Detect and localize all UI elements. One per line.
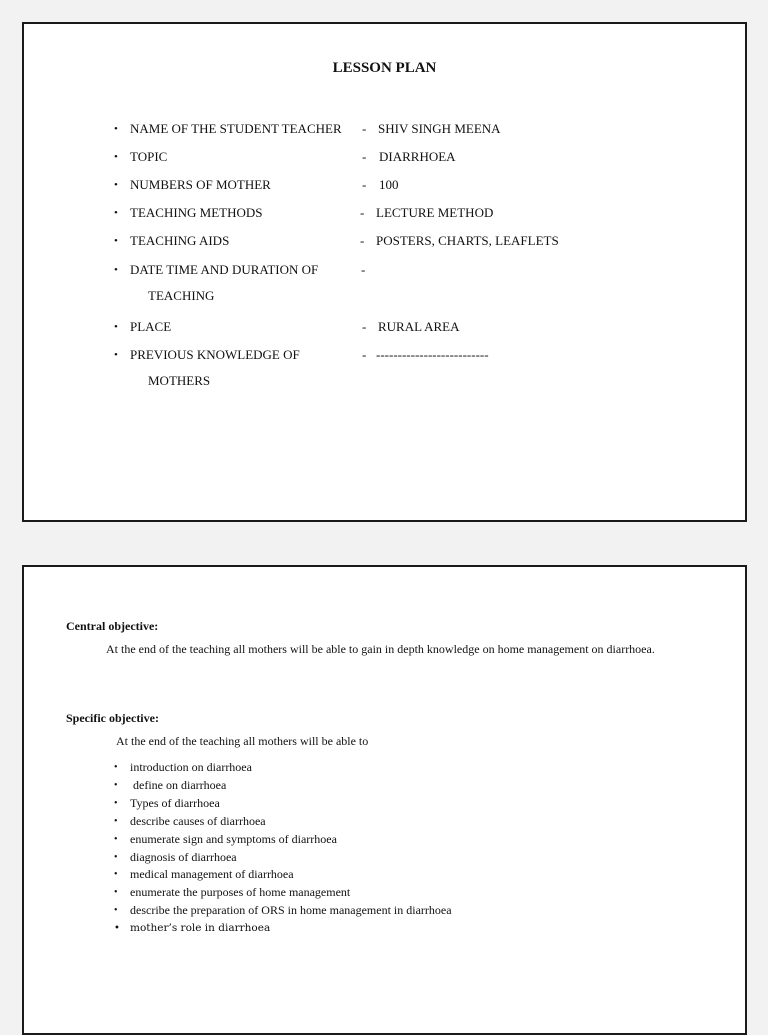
bullet: •: [114, 905, 118, 917]
list-item: [110, 884, 452, 902]
specific-objective-heading: Specific objective:: [66, 711, 159, 725]
info-label: PREVIOUS KNOWLEDGE OF: [130, 347, 300, 362]
specific-objectives-list: [110, 759, 452, 938]
bullet: •: [114, 833, 118, 845]
info-label: DATE TIME AND DURATION OF: [130, 262, 319, 277]
list-item: [110, 920, 452, 938]
info-label-continued: MOTHERS: [148, 373, 211, 388]
info-label: NAME OF THE STUDENT TEACHER: [130, 121, 342, 136]
list-item: [110, 866, 452, 884]
list-item: [110, 759, 452, 777]
bullet: •: [114, 123, 118, 135]
list-item: [110, 777, 452, 795]
central-objective-heading: Central objective:: [66, 619, 159, 633]
list-item: [110, 831, 452, 849]
bullet: •: [114, 762, 118, 773]
info-label: PLACE: [130, 319, 172, 334]
bullet: •: [114, 869, 118, 881]
info-value: LECTURE METHOD: [376, 205, 494, 220]
bullet: •: [114, 321, 118, 333]
bullet: •: [114, 179, 118, 191]
objective-text: enumerate sign and symptoms of diarrhoea: [130, 831, 337, 846]
objective-text: mother’s role in diarrhoea: [130, 922, 271, 935]
specific-objective-intro: At the end of the teaching all mothers will be able to: [116, 734, 369, 748]
list-item: [110, 902, 452, 920]
info-value: RURAL AREA: [378, 319, 460, 334]
list-item: [110, 849, 452, 867]
objective-text: define on diarrhoea: [130, 777, 227, 792]
lesson-plan-page: [22, 22, 747, 522]
info-separator: -: [362, 149, 367, 164]
info-value: SHIV SINGH MEENA: [378, 121, 501, 136]
objective-text: diagnosis of diarrhoea: [130, 849, 237, 864]
bullet: •: [114, 151, 118, 163]
info-value: --------------------------: [376, 347, 489, 362]
bullet: •: [114, 207, 118, 219]
bullet: •: [114, 349, 118, 361]
info-separator: -: [360, 205, 365, 220]
info-value: DIARRHOEA: [379, 149, 456, 164]
info-value: POSTERS, CHARTS, LEAFLETS: [376, 233, 559, 248]
list-item: [110, 813, 452, 831]
info-separator: -: [362, 319, 367, 334]
objective-text: enumerate the purposes of home management: [130, 885, 351, 900]
list-item: [110, 795, 452, 813]
central-objective-text: At the end of the teaching all mothers will be able to gain in depth knowledge on home management on diarrhoea.: [106, 642, 655, 656]
objectives-page: [22, 565, 747, 1035]
info-label: NUMBERS OF MOTHER: [130, 177, 271, 192]
bullet: •: [114, 779, 118, 791]
page-title: LESSON PLAN: [332, 60, 437, 76]
objective-text: medical management of diarrhoea: [130, 867, 294, 882]
bullet: •: [114, 264, 118, 276]
objective-text: Types of diarrhoea: [130, 795, 220, 810]
info-label: TOPIC: [130, 149, 168, 164]
bullet: •: [114, 923, 120, 935]
info-separator: -: [362, 177, 367, 192]
bullet: •: [114, 815, 118, 827]
bullet: •: [114, 235, 118, 247]
objective-text: describe the preparation of ORS in home management in diarrhoea: [130, 903, 452, 918]
info-value: 100: [379, 177, 399, 192]
bullet: •: [114, 887, 118, 899]
info-label: TEACHING AIDS: [130, 233, 230, 248]
bullet: •: [114, 851, 118, 863]
info-separator: -: [361, 262, 366, 277]
objective-text: introduction on diarrhoea: [130, 760, 252, 774]
info-separator: -: [362, 347, 367, 362]
bullet: •: [114, 797, 118, 809]
info-separator: -: [362, 121, 367, 136]
info-label-continued: TEACHING: [148, 288, 215, 303]
info-separator: -: [360, 233, 365, 248]
objective-text: describe causes of diarrhoea: [130, 813, 266, 828]
info-label: TEACHING METHODS: [130, 205, 263, 220]
